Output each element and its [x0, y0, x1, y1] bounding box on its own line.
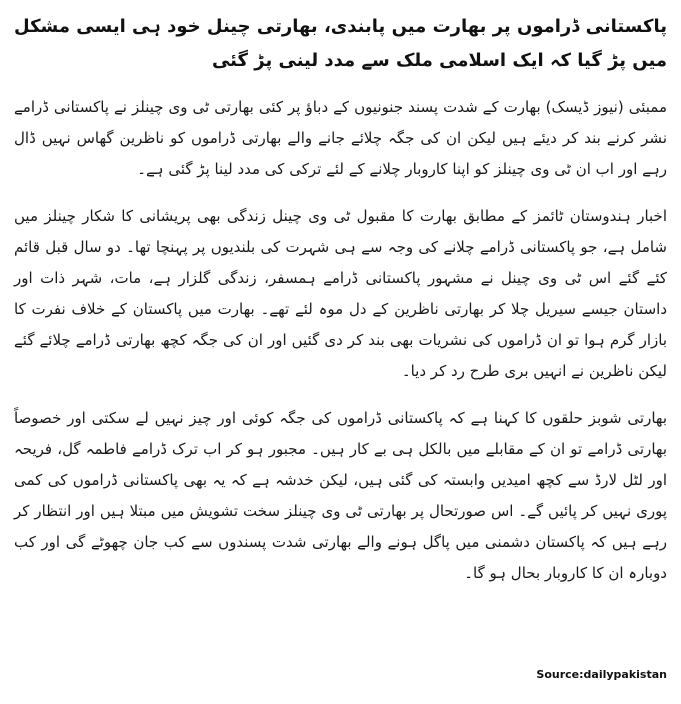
article-headline: پاکستانی ڈراموں پر بھارت میں پابندی، بھارتی چینل خود ہی ایسی مشکل میں پڑ گیا کہ ایک اسلامی ملک سے مدد لینی پڑ گئی [14, 16, 667, 71]
source-credit: Source:dailypakistan [536, 668, 667, 681]
article-paragraph-2: اخبار ہندوستان ٹائمز کے مطابق بھارت کا مقبول ٹی وی چینل زندگی بھی پریشانی کا شکار چینلز میں شامل ہے، جو پاکستانی ڈرامے چلانے کی وجہ سے ہی شہرت کی بلندیوں پر پہنچا تھا۔ دو سال قبل قائم کئے گئے اس ٹی وی چینل نے مشہور پاکستانی ڈرامے ہمسفر، زندگی گلزار ہے، مات، شہر ذات اور داستان جیسے سیریل چلا کر بھارتی ناظرین کے دل موہ لئے تھے۔ بھارت میں پاکستان کے خلاف نفرت کا بازار گرم ہوا تو ان ڈراموں کی نشریات بھی بند کر دی گئیں اور ان کی جگہ کچھ بھارتی ڈرامے چلائے گئے لیکن ناظرین نے انہیں بری طرح رد کر دیا۔ [14, 207, 667, 380]
article-body [14, 10, 667, 605]
article-paragraph-1: ممبئی (نیوز ڈیسک) بھارت کے شدت پسند جنونیوں کے دباؤ پر کئی بھارتی ٹی وی چینلز نے پاکستانی ڈرامے نشر کرنے بند کر دیئے ہیں لیکن ان کی جگہ چلائے جانے والے بھارتی ڈراموں کو ناظرین گھاس نہیں ڈال رہے اور اب ان ٹی وی چینلز کو اپنا کاروبار چلانے کے لئے ترکی کی مدد لینا پڑ گئی ہے۔ [14, 98, 667, 178]
article-paragraph-3: بھارتی شوبز حلقوں کا کہنا ہے کہ پاکستانی ڈراموں کی جگہ کوئی اور چیز نہیں لے سکتی اور خصوصاً بھارتی ڈرامے تو ان کے مقابلے میں بالکل ہی بے کار ہیں۔ مجبور ہو کر اب ترک ڈرامے فاطمہ گل، فریحہ اور لٹل لارڈ سے کچھ امیدیں وابستہ کی گئی ہیں، لیکن خدشہ ہے کہ یہ بھی پاکستانی ڈراموں کی کمی پوری نہیں کر پائیں گے۔ اس صورتحال پر بھارتی ٹی وی چینلز سخت تشویش میں مبتلا ہیں اور انتظار کر رہے ہیں کہ پاکستان دشمنی میں پاگل ہونے والے بھارتی شدت پسندوں سے کب جان چھوٹے گی اور کب دوبارہ ان کا کاروبار بحال ہو گا۔ [14, 409, 667, 582]
